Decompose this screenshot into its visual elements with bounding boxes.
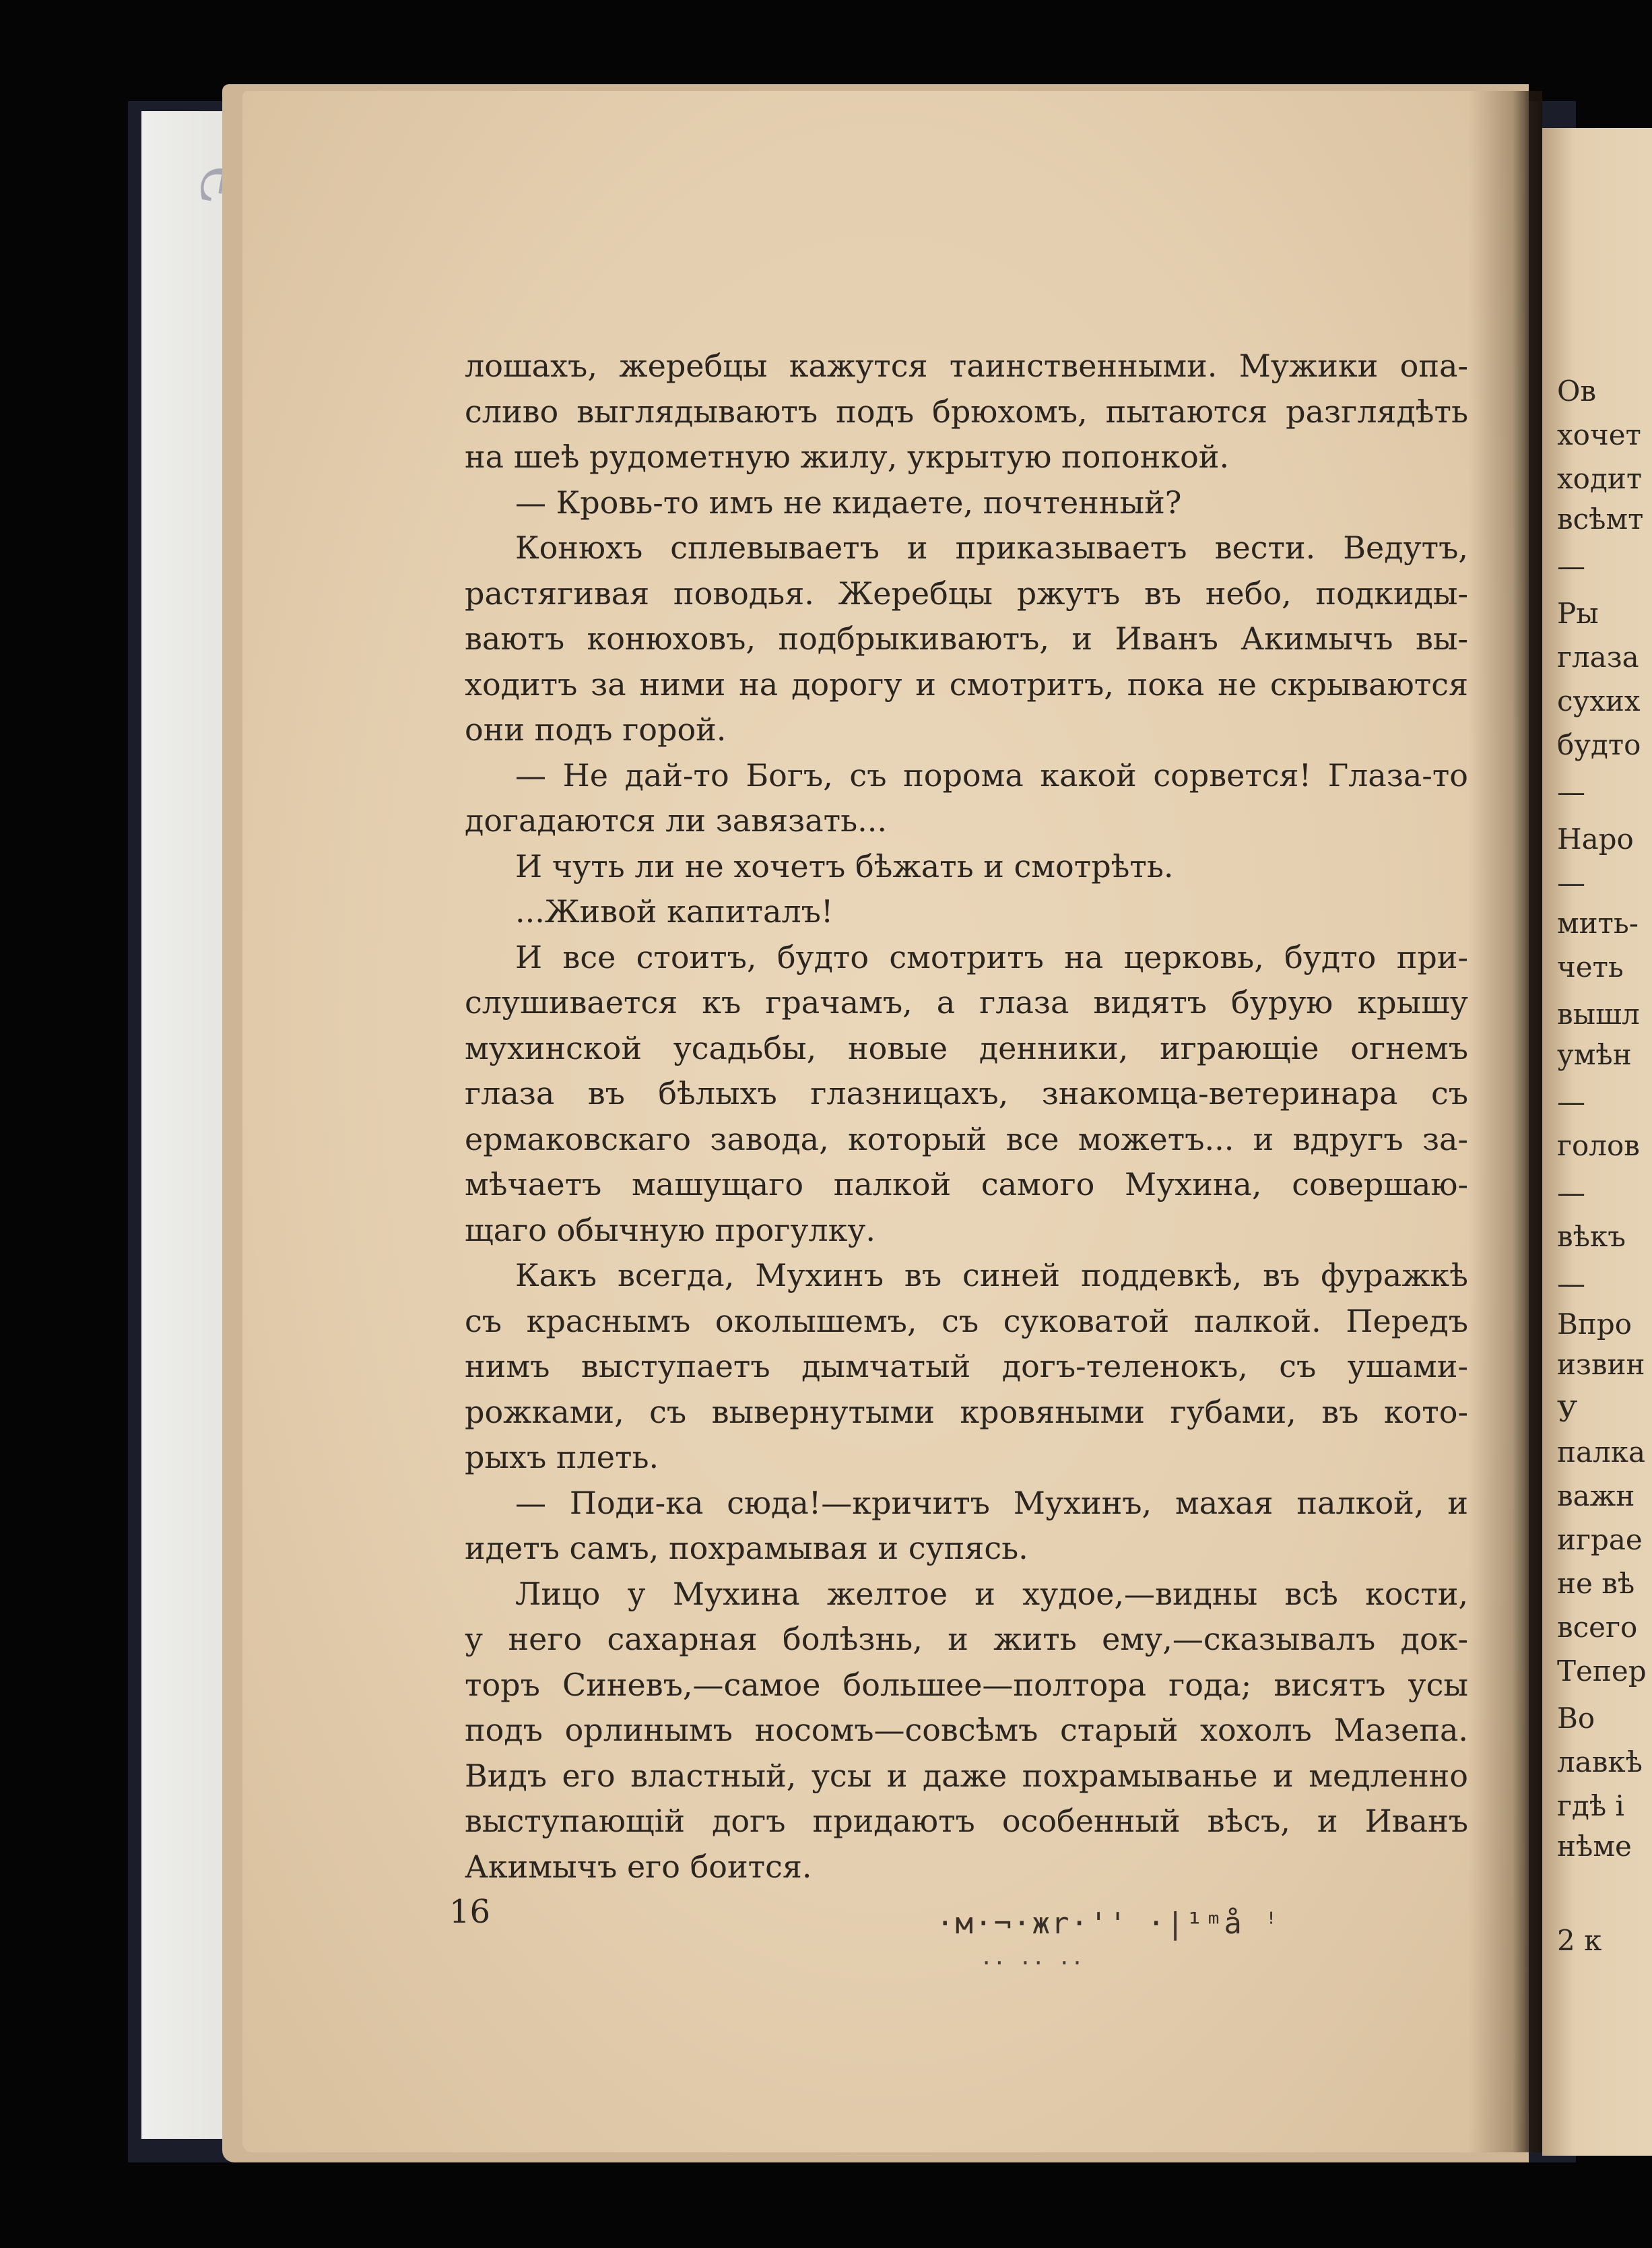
book-gutter [1468, 91, 1542, 2152]
right-page-fragment: вышл [1557, 998, 1640, 1031]
right-page-fragment: Наро [1557, 823, 1634, 856]
right-page-fragment: — [1557, 550, 1585, 583]
text-line: подъ орлинымъ носомъ—совсѣмъ старый хохолъ Мазепа. [465, 1712, 1468, 1748]
text-line: Видъ его властный, усы и даже похрамыванье и медленно [465, 1757, 1468, 1794]
right-page-fragment: хочет [1557, 418, 1641, 451]
text-line: — Поди-ка сюда!—кричитъ Мухинъ, махая палкой, и [515, 1484, 1468, 1521]
text-line: глаза въ бѣлыхъ глазницахъ, знакомца-ветеринара съ [465, 1075, 1468, 1112]
text-line: И все стоитъ, будто смотритъ на церковь, будто при- [515, 938, 1468, 975]
text-line: Акимычъ его боится. [465, 1848, 812, 1885]
text-line: рыхъ плеть. [465, 1439, 659, 1475]
text-line: лошахъ, жеребцы кажутся таинственными. Мужики опа- [465, 348, 1468, 384]
right-page-fragment: — [1557, 775, 1585, 808]
text-line: торъ Синевъ,—самое большее—полтора года; висятъ усы [465, 1666, 1468, 1703]
right-page-fragment: не вѣ [1557, 1567, 1635, 1600]
text-line: — Кровь-то имъ не кидаете, почтенный? [515, 484, 1182, 521]
right-page-fragment: Ов [1557, 375, 1597, 408]
right-page-fragment: — [1557, 866, 1585, 899]
right-page-fragment: сухих [1557, 684, 1641, 717]
text-line: — Не дай-то Богъ, съ порома какой сорвется! Глаза-то [515, 757, 1468, 794]
right-page-fragment: будто [1557, 728, 1641, 761]
library-stamp: ·м·¬·жr·'' ·|¹ᵐå ꜝ [936, 1906, 1282, 1941]
right-page-fragment: всего [1557, 1611, 1638, 1644]
right-page-fragment: У [1557, 1395, 1578, 1428]
right-page-fragment: нѣме [1557, 1830, 1632, 1863]
page-number: 16 [449, 1893, 491, 1931]
text-line: идетъ самъ, похрамывая и супясь. [465, 1530, 1028, 1566]
text-line: растягивая поводья. Жеребцы ржутъ въ небо, подкиды- [465, 575, 1468, 612]
text-line: И чуть ли не хочетъ бѣжать и смотрѣть. [515, 847, 1174, 885]
right-page-fragment: — [1557, 1267, 1585, 1300]
library-stamp-dots: ·· ·· ·· [980, 1950, 1084, 1976]
text-line: сливо выглядываютъ подъ брюхомъ, пытаются разглядѣть [465, 393, 1468, 430]
text-line: ходитъ за ними на дорогу и смотритъ, пока не скрываются [465, 666, 1468, 703]
right-page-fragment: важн [1557, 1479, 1635, 1512]
text-line: съ краснымъ околышемъ, съ суковатой палкой. Передъ [465, 1302, 1468, 1339]
right-page-fragment: вѣкъ [1557, 1220, 1626, 1253]
right-page-fragment: палка [1557, 1436, 1646, 1469]
text-line: у него сахарная болѣзнь, и жить ему,—сказывалъ док- [465, 1621, 1468, 1657]
text-line: слушивается къ грачамъ, а глаза видятъ бурую крышу [465, 984, 1468, 1021]
right-page-fragment: извин [1557, 1348, 1645, 1381]
text-line: Конюхъ сплевываетъ и приказываетъ вести. Ведутъ, [515, 529, 1468, 566]
right-page-fragment: — [1557, 1085, 1585, 1118]
text-line: мухинской усадьбы, новые денники, играющіе огнемъ [465, 1029, 1468, 1066]
right-page-fragment: лавкѣ [1557, 1745, 1643, 1778]
text-line: ...Живой капиталъ! [515, 893, 834, 930]
right-page-fragment: Во [1557, 1702, 1595, 1735]
right-page-fragment: Впро [1557, 1308, 1632, 1341]
right-page-fragment: играе [1557, 1523, 1643, 1556]
right-page-fragment: всѣмт [1557, 503, 1644, 536]
text-line: рожками, съ вывернутыми кровяными губами, въ кото- [465, 1393, 1468, 1430]
body-text [465, 344, 1468, 1890]
text-line: они подъ горой. [465, 711, 727, 748]
text-line: ермаковскаго завода, который все можетъ... и вдругъ за- [465, 1120, 1468, 1157]
text-line: Лицо у Мухина желтое и худое,—видны всѣ кости, [515, 1575, 1468, 1612]
right-page-fragment: четь [1557, 951, 1624, 984]
right-page-fragment: ходит [1557, 462, 1643, 495]
right-page-fragment: глаза [1557, 641, 1639, 674]
right-page-fragment: 2 к [1557, 1924, 1602, 1957]
right-page-fragment: умѣн [1557, 1038, 1632, 1071]
text-line: Какъ всегда, Мухинъ въ синей поддевкѣ, въ фуражкѣ [515, 1257, 1468, 1293]
right-page-fragment: мить- [1557, 907, 1639, 940]
right-page-fragment: Ры [1557, 597, 1599, 630]
text-line: мѣчаетъ машущаго палкой самого Мухина, совершаю- [465, 1166, 1468, 1202]
right-page-fragment: Тепер [1557, 1655, 1647, 1688]
text-line: нимъ выступаетъ дымчатый догъ-теленокъ, съ ушами- [465, 1348, 1468, 1384]
text-line: щаго обычную прогулку. [465, 1211, 876, 1248]
right-page-fragment: — [1557, 1176, 1585, 1209]
text-line: на шеѣ рудометную жилу, укрытую попонкой. [465, 439, 1230, 475]
text-line: выступающій догъ придаютъ особенный вѣсъ, и Иванъ [465, 1803, 1468, 1839]
text-line: догадаются ли завязать... [465, 802, 887, 839]
right-page-fragment: голов [1557, 1129, 1640, 1162]
right-page-fragment: гдѣ і [1557, 1789, 1624, 1822]
text-line: ваютъ конюховъ, подбрыкиваютъ, и Иванъ Акимычъ вы- [465, 620, 1468, 657]
